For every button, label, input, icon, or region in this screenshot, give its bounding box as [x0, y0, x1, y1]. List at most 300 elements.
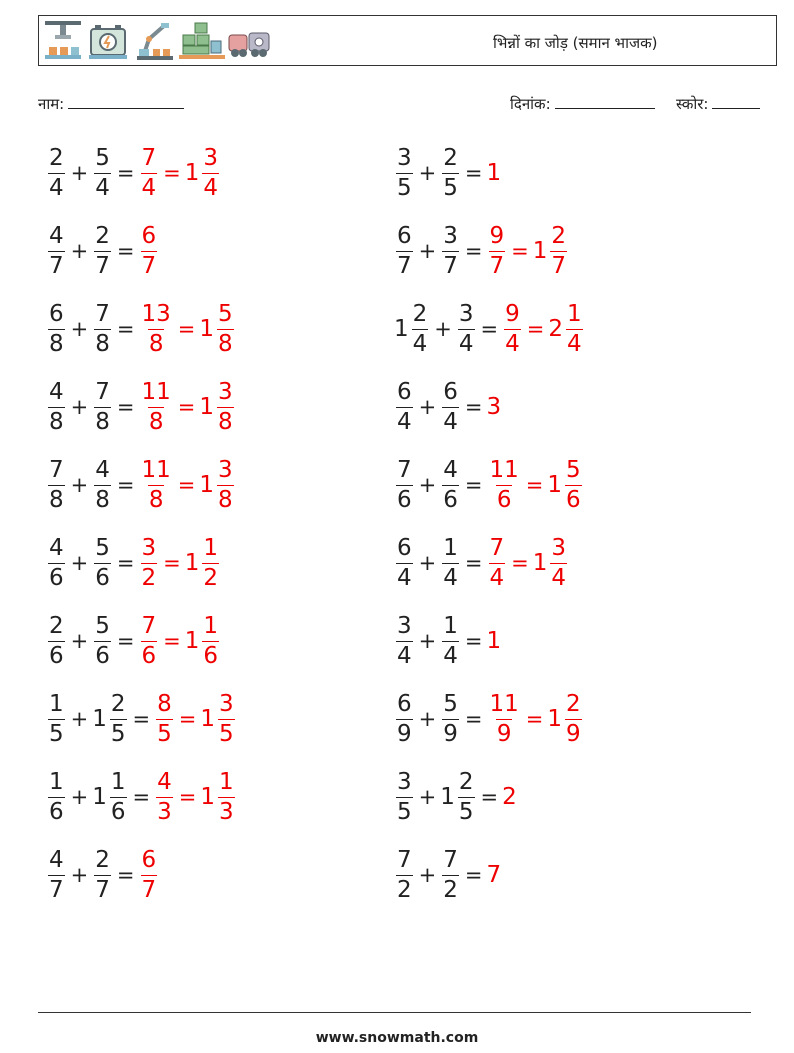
fraction	[396, 456, 413, 513]
numerator: 6	[443, 378, 458, 405]
mixed-number	[92, 690, 128, 747]
equals-sign-answer: =	[177, 395, 196, 419]
denominator: 7	[141, 252, 157, 279]
problem-18	[394, 767, 518, 827]
denominator: 8	[148, 408, 164, 435]
mixed-number-answer	[199, 378, 235, 435]
denominator: 4	[203, 174, 219, 201]
problem-16	[394, 689, 584, 749]
numerator: 1	[443, 612, 458, 639]
numerator: 7	[95, 378, 110, 405]
numerator: 7	[49, 456, 64, 483]
plus-sign: +	[70, 863, 89, 887]
mixed-number-answer	[200, 690, 236, 747]
fraction	[442, 378, 459, 435]
denominator: 4	[458, 330, 474, 357]
fraction-answer	[489, 456, 520, 513]
fraction	[94, 222, 111, 279]
problem-19	[46, 845, 159, 905]
numerator: 11	[141, 378, 171, 405]
fraction	[396, 144, 413, 201]
numerator: 2	[443, 144, 458, 171]
fraction	[94, 612, 111, 669]
fraction	[442, 456, 459, 513]
whole-part: 1	[547, 706, 563, 732]
equals-sign-answer: =	[177, 473, 196, 497]
denominator: 6	[95, 642, 110, 669]
numerator: 2	[551, 222, 567, 249]
whole-part: 1	[532, 550, 548, 576]
denominator: 4	[397, 408, 412, 435]
whole-part: 1	[199, 394, 215, 420]
problem-3	[46, 221, 159, 281]
denominator: 8	[148, 330, 164, 357]
numerator: 5	[95, 612, 110, 639]
fraction	[94, 378, 111, 435]
fraction	[396, 690, 413, 747]
numerator: 2	[412, 300, 428, 327]
footer-url: www.snowmath.com	[315, 1030, 479, 1046]
numerator: 1	[203, 534, 219, 561]
numerator: 3	[141, 534, 157, 561]
denominator: 5	[219, 720, 234, 747]
denominator: 8	[49, 330, 64, 357]
date-field	[510, 94, 655, 114]
numerator: 7	[141, 612, 157, 639]
fraction	[217, 456, 234, 513]
mixed-number-answer	[548, 300, 584, 357]
denominator: 4	[397, 642, 412, 669]
fraction	[48, 534, 65, 591]
denominator: 4	[551, 564, 567, 591]
equals-sign-answer: =	[163, 161, 181, 185]
plus-sign: +	[418, 863, 437, 887]
denominator: 8	[218, 330, 233, 357]
name-label: नाम:	[38, 95, 65, 113]
denominator: 8	[218, 486, 233, 513]
whole-part: 1	[200, 784, 216, 810]
numerator: 6	[141, 222, 157, 249]
denominator: 4	[95, 174, 110, 201]
fraction	[202, 612, 219, 669]
numerator: 6	[397, 534, 412, 561]
numerator: 3	[397, 612, 412, 639]
numerator: 4	[157, 768, 172, 795]
numerator: 3	[397, 144, 412, 171]
score-label: स्कोर:	[676, 95, 709, 113]
numerator: 7	[95, 300, 110, 327]
denominator: 7	[489, 252, 505, 279]
numerator: 1	[49, 690, 64, 717]
fraction	[396, 768, 413, 825]
equals-sign-answer: =	[178, 707, 197, 731]
equals-sign: =	[116, 317, 135, 341]
denominator: 9	[443, 720, 458, 747]
denominator: 5	[458, 798, 474, 825]
whole-part: 1	[184, 160, 200, 186]
fraction	[565, 456, 582, 513]
fraction	[48, 378, 65, 435]
fraction	[396, 534, 413, 591]
numerator: 3	[219, 690, 234, 717]
numerator: 9	[489, 222, 505, 249]
plus-sign: +	[418, 473, 437, 497]
plus-sign: +	[418, 707, 437, 731]
fraction-answer	[141, 534, 158, 591]
denominator: 7	[141, 876, 157, 903]
numerator: 3	[397, 768, 412, 795]
plus-sign: +	[70, 551, 89, 575]
fraction-answer	[504, 300, 521, 357]
denominator: 8	[148, 486, 164, 513]
problem-5	[46, 299, 236, 359]
numerator: 5	[218, 300, 233, 327]
whole-part: 1	[394, 316, 409, 342]
numerator: 11	[489, 690, 519, 717]
denominator: 4	[489, 564, 505, 591]
fraction	[48, 222, 65, 279]
equals-sign: =	[464, 395, 483, 419]
mixed-number	[92, 768, 128, 825]
mixed-number-answer	[199, 456, 235, 513]
equals-sign-answer: =	[511, 239, 529, 263]
plus-sign: +	[418, 629, 437, 653]
denominator: 5	[397, 174, 412, 201]
problem-20	[394, 845, 502, 905]
plus-sign: +	[418, 239, 437, 263]
fraction	[94, 846, 111, 903]
whole-part: 1	[184, 550, 200, 576]
mixed-number-answer	[547, 690, 583, 747]
denominator: 8	[49, 408, 64, 435]
mixed-number-answer	[184, 612, 221, 669]
denominator: 5	[110, 720, 126, 747]
denominator: 8	[218, 408, 233, 435]
denominator: 4	[49, 174, 64, 201]
fraction	[442, 222, 459, 279]
fraction	[550, 534, 567, 591]
plus-sign: +	[418, 785, 437, 809]
fraction	[396, 846, 413, 903]
equals-sign: =	[116, 863, 135, 887]
fraction	[48, 144, 65, 201]
problem-1	[46, 143, 221, 203]
fraction-answer	[489, 534, 506, 591]
name-blank[interactable]	[68, 94, 184, 109]
equals-sign-answer: =	[525, 473, 544, 497]
numerator: 5	[443, 690, 458, 717]
fraction-answer	[141, 846, 158, 903]
plus-sign: +	[70, 707, 89, 731]
press-machine-icon	[45, 21, 81, 59]
numerator: 4	[49, 534, 64, 561]
numerator: 1	[110, 768, 126, 795]
numerator: 7	[141, 144, 157, 171]
fraction-answer	[489, 690, 520, 747]
denominator: 4	[397, 564, 412, 591]
fraction	[458, 768, 475, 825]
numerator: 6	[397, 378, 412, 405]
numerator: 1	[443, 534, 458, 561]
whole-part: 1	[532, 238, 548, 264]
fraction-answer	[141, 222, 158, 279]
equals-sign-answer: =	[526, 317, 545, 341]
fraction-answer	[156, 690, 173, 747]
numerator: 3	[218, 378, 233, 405]
whole-part: 1	[92, 706, 107, 732]
problem-13	[46, 611, 221, 671]
numerator: 3	[551, 534, 567, 561]
denominator: 6	[397, 486, 412, 513]
numerator: 1	[49, 768, 64, 795]
fraction	[94, 144, 111, 201]
numerator: 7	[397, 846, 412, 873]
plus-sign: +	[70, 317, 89, 341]
fraction	[48, 300, 65, 357]
denominator: 4	[505, 330, 520, 357]
train-icon	[229, 33, 269, 57]
problem-11	[46, 533, 221, 593]
whole-part: 1	[200, 706, 216, 732]
equals-sign: =	[116, 395, 135, 419]
denominator: 9	[397, 720, 412, 747]
equals-sign: =	[464, 863, 483, 887]
whole-number-answer: 1	[486, 160, 502, 186]
fraction-answer	[156, 768, 173, 825]
denominator: 2	[443, 876, 458, 903]
equals-sign-answer: =	[177, 317, 196, 341]
whole-part: 1	[440, 784, 455, 810]
numerator: 1	[567, 300, 582, 327]
equals-sign-answer: =	[163, 629, 181, 653]
fraction	[218, 690, 235, 747]
score-field	[676, 94, 760, 114]
fraction	[48, 690, 65, 747]
problem-7	[46, 377, 236, 437]
numerator: 13	[141, 300, 171, 327]
plus-sign: +	[70, 629, 89, 653]
fraction	[396, 222, 413, 279]
plus-sign: +	[70, 239, 89, 263]
whole-part: 1	[184, 628, 200, 654]
fraction	[566, 300, 583, 357]
denominator: 7	[49, 876, 64, 903]
robot-arm-icon	[137, 23, 173, 60]
equals-sign-answer: =	[178, 785, 197, 809]
whole-number-answer: 1	[486, 628, 502, 654]
plus-sign: +	[70, 161, 89, 185]
mixed-number-answer	[199, 300, 235, 357]
denominator: 6	[203, 642, 219, 669]
denominator: 8	[95, 408, 110, 435]
fraction-answer	[141, 612, 158, 669]
numerator: 6	[141, 846, 157, 873]
fraction-answer	[141, 144, 158, 201]
denominator: 5	[443, 174, 458, 201]
fraction-answer	[141, 300, 172, 357]
fraction	[565, 690, 582, 747]
numerator: 6	[397, 222, 412, 249]
numerator: 3	[443, 222, 458, 249]
numerator: 4	[443, 456, 458, 483]
denominator: 6	[49, 642, 64, 669]
numerator: 2	[566, 690, 581, 717]
denominator: 7	[551, 252, 567, 279]
factory-icons	[43, 19, 273, 63]
denominator: 6	[95, 564, 110, 591]
problem-4	[394, 221, 569, 281]
equals-sign-answer: =	[511, 551, 529, 575]
numerator: 4	[49, 222, 64, 249]
denominator: 6	[49, 798, 64, 825]
worksheet-title: भिन्नों का जोड़ (समान भाजक)	[493, 34, 658, 52]
whole-part: 2	[548, 316, 564, 342]
numerator: 3	[218, 456, 233, 483]
plus-sign: +	[70, 473, 89, 497]
problem-15	[46, 689, 237, 749]
denominator: 9	[496, 720, 512, 747]
plus-sign: +	[418, 551, 437, 575]
equals-sign: =	[464, 551, 483, 575]
equals-sign: =	[132, 785, 151, 809]
date-label: दिनांक:	[510, 95, 551, 113]
denominator: 5	[397, 798, 412, 825]
fraction	[48, 612, 65, 669]
plus-sign: +	[434, 317, 452, 341]
denominator: 9	[566, 720, 581, 747]
numerator: 2	[49, 612, 64, 639]
denominator: 7	[95, 876, 110, 903]
denominator: 2	[141, 564, 157, 591]
score-blank[interactable]	[712, 94, 760, 109]
whole-number-answer: 2	[502, 784, 517, 810]
equals-sign-answer: =	[163, 551, 181, 575]
numerator: 7	[443, 846, 458, 873]
numerator: 4	[95, 456, 110, 483]
problem-8	[394, 377, 502, 437]
numerator: 9	[505, 300, 520, 327]
denominator: 7	[95, 252, 110, 279]
date-blank[interactable]	[555, 94, 655, 109]
denominator: 7	[443, 252, 458, 279]
problem-17	[46, 767, 237, 827]
numerator: 5	[95, 144, 110, 171]
problem-9	[46, 455, 236, 515]
equals-sign: =	[116, 551, 135, 575]
plus-sign: +	[418, 161, 437, 185]
denominator: 6	[141, 642, 157, 669]
fraction	[48, 456, 65, 513]
equals-sign: =	[480, 785, 499, 809]
numerator: 4	[49, 378, 64, 405]
fraction	[48, 768, 65, 825]
footer-divider	[38, 1012, 751, 1013]
fraction	[48, 846, 65, 903]
mixed-number-answer	[184, 534, 221, 591]
denominator: 3	[157, 798, 172, 825]
denominator: 6	[496, 486, 512, 513]
problem-2	[394, 143, 502, 203]
name-field	[38, 94, 184, 114]
denominator: 3	[219, 798, 234, 825]
denominator: 5	[49, 720, 64, 747]
denominator: 5	[157, 720, 172, 747]
fraction-answer	[141, 456, 172, 513]
numerator: 7	[489, 534, 505, 561]
numerator: 6	[49, 300, 64, 327]
numerator: 5	[566, 456, 581, 483]
fraction	[442, 846, 459, 903]
fraction-answer	[141, 378, 172, 435]
mixed-number-answer	[547, 456, 583, 513]
equals-sign: =	[464, 707, 483, 731]
equals-sign: =	[464, 239, 483, 263]
plus-sign: +	[70, 785, 89, 809]
denominator: 4	[443, 642, 458, 669]
fraction	[217, 300, 234, 357]
fraction	[218, 768, 235, 825]
problem-6	[394, 299, 585, 359]
denominator: 6	[566, 486, 581, 513]
numerator: 8	[157, 690, 172, 717]
plus-sign: +	[418, 395, 437, 419]
problem-10	[394, 455, 584, 515]
numerator: 11	[141, 456, 171, 483]
mixed-number	[394, 300, 430, 357]
equals-sign-answer: =	[525, 707, 544, 731]
fraction	[94, 300, 111, 357]
denominator: 6	[110, 798, 126, 825]
numerator: 2	[95, 222, 110, 249]
numerator: 2	[458, 768, 474, 795]
crates-icon	[179, 23, 225, 59]
equals-sign: =	[464, 629, 483, 653]
denominator: 4	[443, 564, 458, 591]
mixed-number	[440, 768, 476, 825]
equals-sign: =	[480, 317, 499, 341]
numerator: 2	[49, 144, 64, 171]
equals-sign: =	[464, 473, 483, 497]
fraction	[458, 300, 475, 357]
denominator: 8	[49, 486, 64, 513]
mixed-number-answer	[200, 768, 236, 825]
equals-sign: =	[132, 707, 151, 731]
equals-sign: =	[464, 161, 483, 185]
equals-sign: =	[116, 629, 135, 653]
equals-sign: =	[116, 161, 135, 185]
fraction	[396, 612, 413, 669]
denominator: 4	[567, 330, 582, 357]
denominator: 2	[203, 564, 219, 591]
fraction	[94, 534, 111, 591]
problem-14	[394, 611, 502, 671]
numerator: 3	[458, 300, 474, 327]
numerator: 2	[95, 846, 110, 873]
worksheet-header	[38, 15, 777, 66]
numerator: 7	[397, 456, 412, 483]
fraction	[202, 534, 219, 591]
whole-number-answer: 3	[486, 394, 502, 420]
numerator: 4	[49, 846, 64, 873]
denominator: 8	[95, 486, 110, 513]
whole-part: 1	[92, 784, 107, 810]
fraction	[202, 144, 219, 201]
plus-sign: +	[70, 395, 89, 419]
denominator: 6	[443, 486, 458, 513]
numerator: 6	[397, 690, 412, 717]
whole-number-answer: 7	[486, 862, 502, 888]
numerator: 2	[110, 690, 126, 717]
